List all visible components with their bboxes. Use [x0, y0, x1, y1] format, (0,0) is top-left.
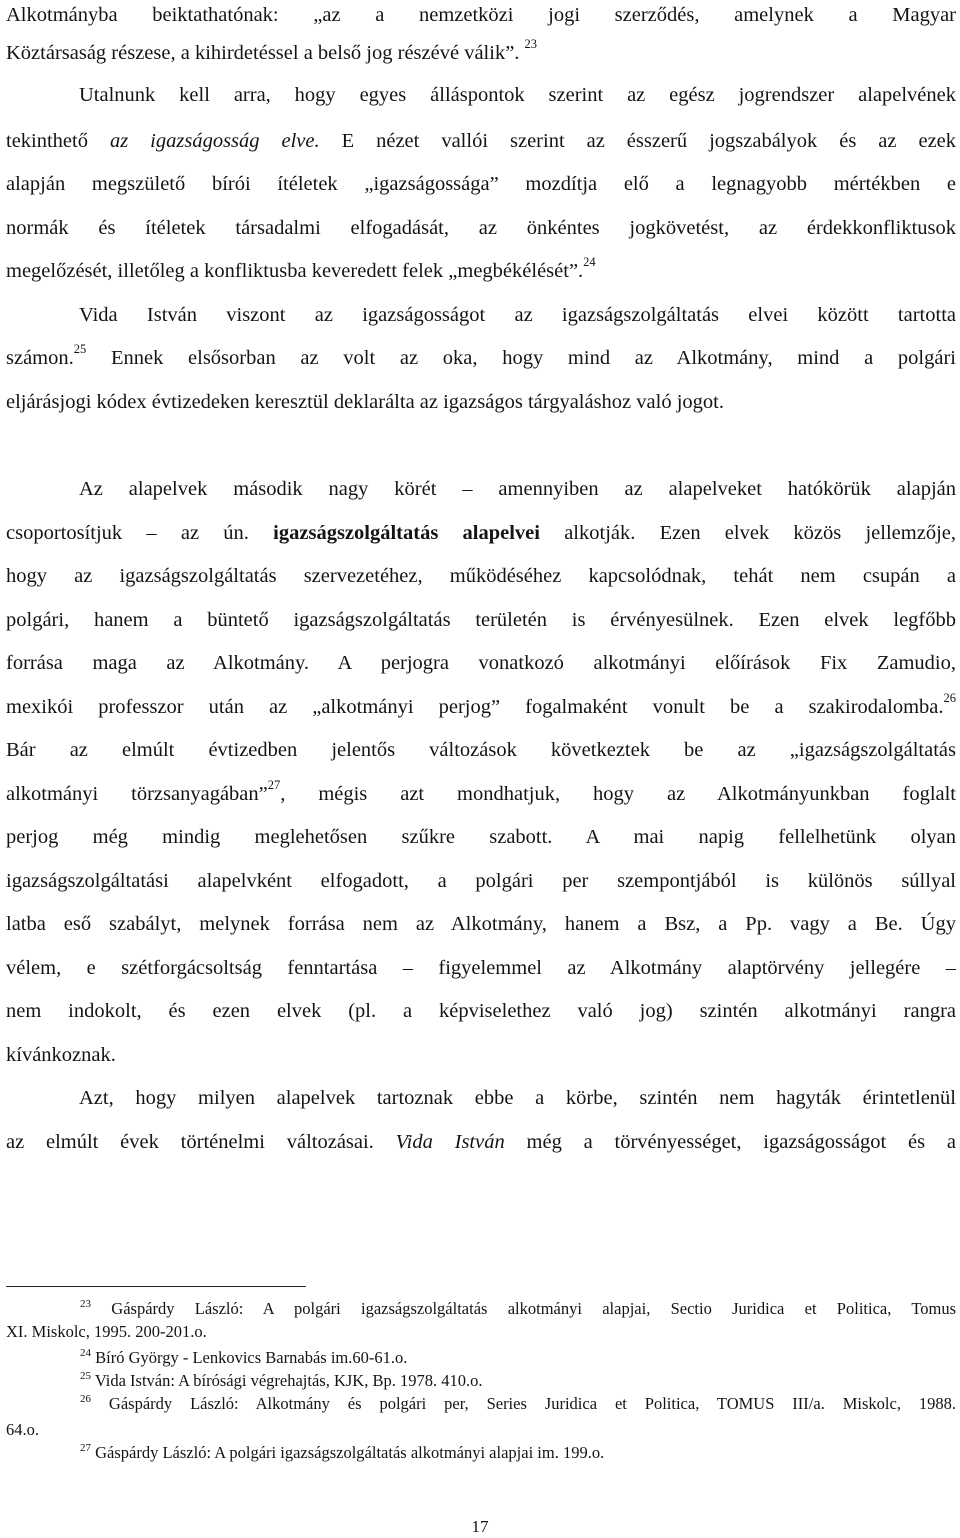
- footnote-25: $^{25}$ Vida István: A bírósági végrehajtás, KJK, Bp. 1978. 410.o.: [80, 1369, 483, 1390]
- body-line: Azt, hogy milyen alapelvek tartoznak ebbe a körbe, szintén nem hagyták érintetlenül: [79, 1087, 956, 1109]
- body-line: kívánkoznak.: [6, 1044, 116, 1066]
- page-number: 17: [471, 1517, 489, 1536]
- body-line: számon.$^{25}$ Ennek elsősorban az volt az oka, hogy mind az Alkotmány, mind a polgári: [6, 342, 956, 369]
- emphasis-name: Vida István: [395, 1131, 505, 1153]
- footnote-ref: 27: [267, 778, 281, 793]
- body-line: csoportosítjuk – az ún. igazságszolgáltatás alapelvei alkotják. Ezen elvek közös jellemzője,: [6, 522, 956, 544]
- body-line: latba eső szabályt, melynek forrása nem az Alkotmány, hanem a Bsz, a Pp. vagy a Be. Úgy: [6, 913, 956, 935]
- body-line: igazságszolgáltatási alapelvként elfogadott, a polgári per szempontjából is különös súllyal: [6, 870, 956, 892]
- footnote-ref: 26: [943, 691, 956, 706]
- body-line: vélem, e szétforgácsoltság fenntartása – figyelemmel az Alkotmány alaptörvény jellegére –: [6, 957, 956, 979]
- footnote-26-cont: 64.o.: [6, 1420, 39, 1439]
- body-line: Utalnunk kell arra, hogy egyes álláspontok szerint az egész jogrendszer alapelvének: [79, 84, 956, 106]
- body-line: alkotmányi törzsanyagában”$^{27}$, mégis azt mondhatjuk, hogy az Alkotmányunkban foglalt: [6, 778, 957, 805]
- body-line: nem indokolt, és ezen elvek (pl. a képviselethez való jog) szintén alkotmányi rangra: [6, 1000, 956, 1022]
- footnote-separator: [6, 1286, 306, 1287]
- body-line: Vida István viszont az igazságosságot az igazságszolgáltatás elvei között tartotta: [79, 304, 956, 326]
- body-line: alapján megszülető bírói ítéletek „igazságossága” mozdítja elő a legnagyobb mértékben e: [6, 173, 956, 195]
- body-line: az elmúlt évek történelmi változásai. Vida István még a törvényességet, igazságosságot és a: [6, 1131, 957, 1153]
- bold-term: igazságszolgáltatás alapelvei: [273, 522, 540, 544]
- body-line: forrása maga az Alkotmány. A perjogra vonatkozó alkotmányi előírások Fix Zamudio,: [6, 652, 956, 674]
- body-line: tekinthető az igazságosság elve. E nézet vallói szerint az ésszerű jogszabályok és az ezek: [6, 130, 957, 152]
- footnote-23-cont: XI. Miskolc, 1995. 200-201.o.: [6, 1322, 207, 1341]
- body-line: perjog még mindig meglehetősen szűkre szabott. A mai napig fellelhetünk olyan: [6, 826, 956, 848]
- footnote-ref: 24: [583, 255, 596, 270]
- body-line: normák és ítéletek társadalmi elfogadását, az önkéntes jogkövetést, az érdekkonfliktusok: [6, 217, 956, 239]
- footnote-ref: 25: [73, 342, 87, 357]
- body-line: hogy az igazságszolgáltatás szervezetéhez, működéséhez kapcsolódnak, tehát nem csupán a: [6, 565, 956, 587]
- body-line: Bár az elmúlt évtizedben jelentős változások következtek be az „igazságszolgáltatás: [6, 739, 956, 761]
- footnote-ref: 23: [524, 37, 538, 52]
- footnote-27: $^{27}$ Gáspárdy László: A polgári igazságszolgáltatás alkotmányi alapjai im. 199.o.: [80, 1441, 605, 1462]
- footnote-24: $^{24}$ Bíró György - Lenkovics Barnabás im.60-61.o.: [80, 1346, 408, 1367]
- body-line: Alkotmányba beiktathatónak: „az a nemzetközi jogi szerződés, amelynek a Magyar: [6, 4, 956, 26]
- footnote-23: $^{23}$ Gáspárdy László: A polgári igazságszolgáltatás alkotmányi alapjai, Sectio Juridica et Politica, Tomus: [80, 1297, 956, 1318]
- body-line: Köztársaság részese, a kihirdetéssel a belső jog részévé válik”. $^{23}$: [6, 37, 538, 64]
- body-line: Az alapelvek második nagy körét – amennyiben az alapelveket hatókörük alapján: [79, 478, 956, 500]
- body-line: polgári, hanem a büntető igazságszolgáltatás területén is érvényesülnek. Ezen elvek legfőbb: [6, 609, 956, 631]
- emphasis-text: az igazságosság elve.: [109, 130, 320, 152]
- body-line: megelőzését, illetőleg a konfliktusba keveredett felek „megbékélését”.$^{24}$: [6, 255, 596, 282]
- body-line: mexikói professzor után az „alkotmányi perjog” fogalmaként vonult be a szakirodalomba.$^{26}$: [6, 691, 956, 718]
- footnote-26: $^{26}$ Gáspárdy László: Alkotmány és polgári per, Series Juridica et Politica, TOMUS III/a. Miskolc, 1988.: [80, 1392, 956, 1413]
- body-line: eljárásjogi kódex évtizedeken keresztül deklarálta az igazságos tárgyaláshoz való jogot.: [6, 391, 724, 413]
